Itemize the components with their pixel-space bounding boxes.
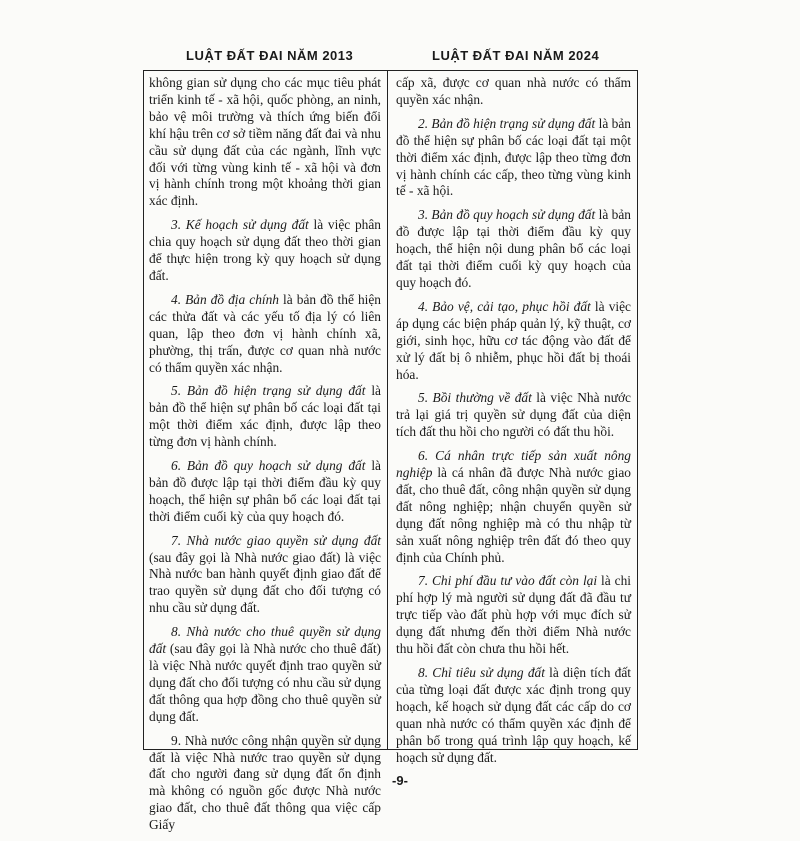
right-paragraph: 5. Bồi thường về đất là việc Nhà nước trả lại giá trị quyền sử dụng đất của diện tích đất thu hồi cho người có đất thu hồi.	[396, 390, 631, 440]
page-number: -9-	[392, 773, 408, 788]
column-divider	[387, 71, 388, 749]
comparison-table	[143, 70, 638, 833]
right-paragraph: 8. Chỉ tiêu sử dụng đất là diện tích đất của từng loại đất được xác định trong quy hoạch, kế hoạch sử dụng đất các cấp do cơ quan nhà nước có thẩm quyền xác định để phân bổ trong quá trình lập quy hoạch, kế hoạch sử dụng đất.	[396, 665, 631, 765]
right-paragraph: cấp xã, được cơ quan nhà nước có thẩm quyền xác nhận.	[396, 75, 631, 107]
left-paragraph: 7. Nhà nước giao quyền sử dụng đất (sau đây gọi là Nhà nước giao đất) là việc Nhà nước ban hành quyết định giao đất để trao quyền sử dụng đất cho đối tượng có nhu cầu sử dụng đất.	[149, 532, 381, 616]
right-paragraph: 2. Bản đồ hiện trạng sử dụng đất là bản đồ thể hiện sự phân bố các loại đất tại một thời điểm xác định, được lập theo từng đơn vị hành chính các cấp, theo từng vùng kinh tế - xã hội.	[396, 115, 631, 199]
left-column-title: LUẬT ĐẤT ĐAI NĂM 2013	[186, 48, 354, 63]
left-paragraph: 4. Bản đồ địa chính là bản đồ thể hiện các thửa đất và các yếu tố địa lý có liên quan, lập theo đơn vị hành chính xã, phường, thị trấn, được cơ quan nhà nước có thẩm quyền xác nhận.	[149, 291, 381, 375]
left-paragraph: 3. Kế hoạch sử dụng đất là việc phân chia quy hoạch sử dụng đất theo thời gian để thực hiện trong kỳ quy hoạch sử dụng đất.	[149, 217, 381, 283]
left-paragraph: 9. Nhà nước công nhận quyền sử dụng đất là việc Nhà nước trao quyền sử dụng đất cho người đang sử dụng đất ổn định mà không có nguồn gốc được Nhà nước giao đất, cho thuê đất thông qua việc cấp Giấy	[149, 732, 381, 833]
right-paragraph: 4. Bảo vệ, cải tạo, phục hồi đất là việc áp dụng các biện pháp quản lý, kỹ thuật, cơ giới, sinh học, hữu cơ tác động vào đất để xử lý đất bị ô nhiễm, phục hồi đất bị thoái hóa.	[396, 298, 631, 382]
left-column-2013	[149, 75, 381, 841]
right-paragraph: 3. Bản đồ quy hoạch sử dụng đất là bản đồ được lập tại thời điểm đầu kỳ quy hoạch, thể hiện nội dung phân bổ các loại đất tại thời điểm cuối kỳ quy hoạch của quy hoạch đó.	[396, 207, 631, 290]
right-paragraph: 6. Cá nhân trực tiếp sản xuất nông nghiệp là cá nhân đã được Nhà nước giao đất, cho thuê đất, công nhận quyền sử dụng đất nông nghiệp; nhận chuyển quyền sử dụng đất nông nghiệp mà có thu nhập từ sản xuất nông nghiệp trên đất đó theo quy định của Chính phủ.	[396, 448, 631, 565]
left-paragraph: 8. Nhà nước cho thuê quyền sử dụng đất (sau đây gọi là Nhà nước cho thuê đất) là việc Nhà nước quyết định trao quyền sử dụng đất cho đối tượng có nhu cầu sử dụng đất thông qua hợp đồng cho thuê quyền sử dụng đất.	[149, 624, 381, 724]
left-paragraph: không gian sử dụng cho các mục tiêu phát triển kinh tế - xã hội, quốc phòng, an ninh, bảo vệ môi trường và thích ứng biến đổi khí hậu trên cơ sở tiềm năng đất đai và nhu cầu sử dụng đất của các ngành, lĩnh vực đối với từng vùng kinh tế - xã hội và đơn vị hành chính trong một khoảng thời gian xác định.	[149, 75, 381, 209]
left-paragraph: 5. Bản đồ hiện trạng sử dụng đất là bản đồ thể hiện sự phân bố các loại đất tại một thời điểm xác định, được lập theo từng đơn vị hành chính.	[149, 383, 382, 450]
left-paragraph: 6. Bản đồ quy hoạch sử dụng đất là bản đồ được lập tại thời điểm đầu kỳ quy hoạch, thể hiện sự phân bổ các loại đất tại thời điểm cuối kỳ của quy hoạch đó.	[149, 458, 382, 524]
right-column-2024	[396, 75, 631, 773]
right-paragraph: 7. Chi phí đầu tư vào đất còn lại là chi phí hợp lý mà người sử dụng đất đã đầu tư trực tiếp vào đất phù hợp với mục đích sử dụng đất nhưng đến thời điểm Nhà nước thu hồi đất còn chưa thu hồi hết.	[396, 573, 632, 657]
page-header	[146, 48, 642, 68]
right-column-title: LUẬT ĐẤT ĐAI NĂM 2024	[432, 48, 600, 63]
